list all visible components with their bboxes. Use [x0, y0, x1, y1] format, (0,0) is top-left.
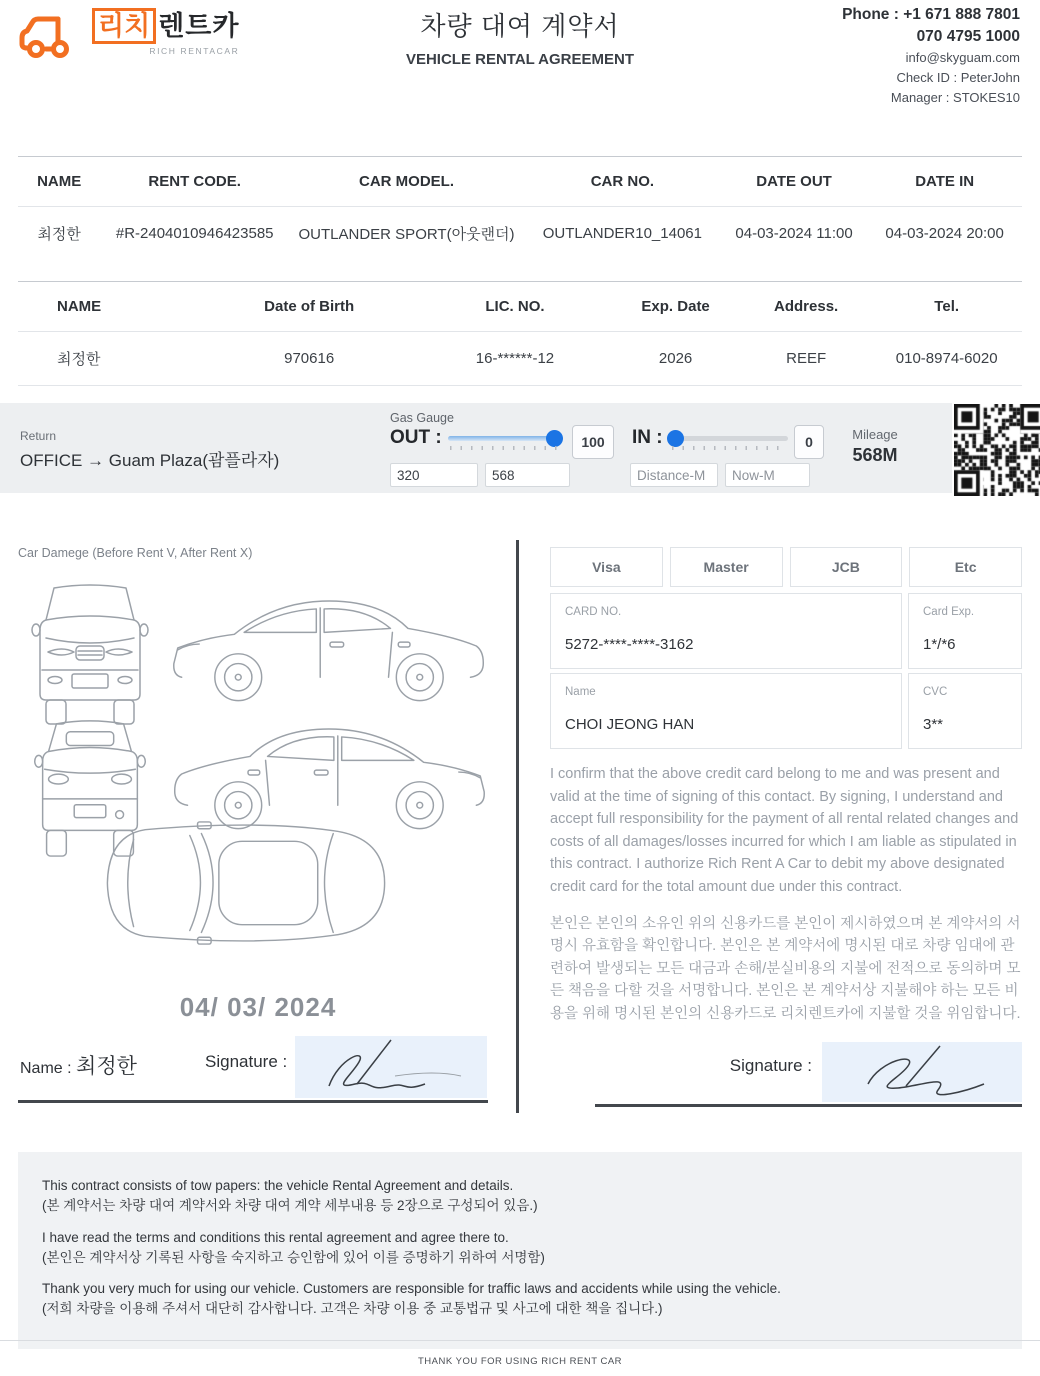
- card-cvc-label: CVC: [923, 686, 948, 698]
- date-out: 04-03-2024 11:00: [735, 225, 853, 242]
- card-exp-value: 1*/*6: [923, 636, 956, 653]
- card-type-selector: [550, 547, 1022, 587]
- card-name-cell: [550, 673, 902, 749]
- col-header-rent-code: RENT CODE.: [148, 173, 241, 190]
- odometer-out-input[interactable]: [390, 463, 478, 487]
- driver-lic-no: 16-******-12: [475, 350, 555, 367]
- gas-out-label: OUT :: [390, 427, 442, 448]
- logo-rich-text: 리치: [92, 8, 156, 44]
- col-header-tel: Tel.: [934, 298, 960, 315]
- col-header-date-in: DATE IN: [915, 173, 975, 190]
- card-exp-cell: [908, 593, 1022, 669]
- page-title-en: VEHICLE RENTAL AGREEMENT: [405, 51, 635, 68]
- car-model: OUTLANDER SPORT(아웃랜더): [298, 226, 515, 243]
- footer-divider: [0, 1340, 1040, 1341]
- driver-table-row: [18, 332, 1022, 385]
- gas-gauge-label: Gas Gauge: [390, 411, 454, 425]
- card-confirmation-en: I confirm that the above credit card belong to me and was present and valid at the time of signing of this contact. By signing, I understand and accept full responsibility for the payment of all rental related changes and costs of all damages/losses incurred for which I am liable as stipulated in this contract. I authorize Rich Rent A Car to debit my above designated credit card for the total amount due under this contract.: [550, 766, 1019, 896]
- col-header-driver-name: NAME: [57, 298, 102, 315]
- logo-subtitle: RICH RENTACAR: [149, 46, 240, 56]
- renter-signature-image: [295, 1036, 487, 1098]
- card-type-etc[interactable]: Etc: [909, 547, 1022, 587]
- signature-label: Signature :: [205, 1052, 288, 1071]
- term-item: [42, 1279, 998, 1320]
- card-type-visa[interactable]: Visa: [550, 547, 663, 587]
- return-route: OFFICE → Guam Plaza(괌플라자): [20, 451, 280, 470]
- term-en-3: Thank you very much for using our vehicle. Customers are responsible for traffic laws and accidents while using the vehicle.: [42, 1281, 781, 1296]
- status-bar: [0, 403, 952, 493]
- contact-phone-1: Phone : +1 671 888 7801: [842, 6, 1020, 23]
- mileage-label: Mileage: [852, 427, 898, 442]
- rent-code: #R-2404010946423585: [115, 225, 274, 242]
- card-details: [550, 593, 1022, 749]
- driver-name: 최정한: [57, 351, 101, 368]
- contact-info: [842, 4, 1020, 108]
- gas-out-slider-thumb[interactable]: [546, 430, 563, 447]
- driver-address: REEF: [786, 350, 827, 367]
- footer-text: THANK YOU FOR USING RICH RENT CAR: [417, 1356, 623, 1367]
- contact-manager: Manager : STOKES10: [890, 90, 1020, 105]
- gas-in-slider-thumb[interactable]: [667, 430, 684, 447]
- contact-email: info@skyguam.com: [905, 50, 1020, 65]
- renter-signature-pad[interactable]: [295, 1036, 487, 1098]
- col-header-car-model: CAR MODEL.: [359, 173, 455, 190]
- signing-date: 04/ 03/ 2024: [179, 992, 337, 1022]
- rental-table-row: [18, 207, 1022, 260]
- col-header-car-no: CAR NO.: [590, 173, 655, 190]
- gas-in-value[interactable]: 0: [794, 425, 824, 459]
- term-kr-2: (본인은 계약서상 기록된 사항을 숙지하고 승인함에 있어 이를 증명하기 위하여 서명함): [42, 1249, 545, 1265]
- gas-in-label: IN :: [632, 427, 663, 448]
- page-title-kr: 차량 대여 계약서: [420, 11, 620, 41]
- card-type-master[interactable]: Master: [670, 547, 783, 587]
- col-header-lic-no: LIC. NO.: [485, 298, 545, 315]
- driver-info-table: [18, 281, 1022, 386]
- gas-out-slider[interactable]: [448, 436, 560, 441]
- card-number-label: CARD NO.: [565, 606, 622, 618]
- slider-ticks: [450, 446, 558, 450]
- date-in: 04-03-2024 20:00: [885, 225, 1004, 242]
- car-front-view-diagram: [30, 578, 150, 728]
- col-header-exp-date: Exp. Date: [641, 298, 710, 315]
- card-type-jcb[interactable]: JCB: [790, 547, 903, 587]
- card-cvc-value: 3**: [923, 716, 944, 733]
- col-header-birth: Date of Birth: [264, 298, 355, 315]
- odometer-now-input[interactable]: [485, 463, 570, 487]
- contact-check-id: Check ID : PeterJohn: [896, 70, 1020, 85]
- car-damage-label: Car Damege (Before Rent V, After Rent X): [18, 546, 253, 560]
- name-value: 최정한: [76, 1055, 137, 1078]
- qr-code-image: [954, 404, 1040, 496]
- holder-signature-image: [822, 1042, 1022, 1102]
- term-kr-1: (본 계약서는 차량 대여 계약서와 차량 대여 계약 세부내용 등 2장으로 구성되어 있음.): [42, 1198, 538, 1214]
- card-name-value: CHOI JEONG HAN: [565, 716, 695, 733]
- terms-section: [18, 1152, 1022, 1349]
- card-confirmation-kr: 본인은 본인의 소유인 위의 신용카드를 본인이 제시하였으며 본 계약서의 서명시 유효함을 확인합니다. 본인은 본 계약서에 명시된 대로 차량 임대에 관련하여 발생되는 모든 대금과 손해/분실비용의 지불에 전적으로 동의하며 모든 책음을 다할 것을 서명합니다. 본인은 본 계약서상 지불해야 하는 모든 비용을 위해 명시된 본인의 신용카드로 리치렌트카에 지불할 것을 위임합니다.: [550, 915, 1021, 1023]
- col-header-address: Address.: [774, 298, 839, 315]
- contact-phone-2: 070 4795 1000: [916, 28, 1020, 45]
- card-name-label: Name: [565, 686, 596, 698]
- term-kr-3: (저희 차량을 이용해 주셔서 대단히 감사합니다. 고객은 차량 이용 중 교통법규 및 사고에 대한 책을 집니다.): [42, 1301, 663, 1317]
- card-number-cell: [550, 593, 902, 669]
- driver-tel: 010-8974-6020: [895, 350, 998, 367]
- mileage-value: 568M: [852, 445, 898, 465]
- name-label: Name :: [20, 1060, 72, 1077]
- distance-input[interactable]: [630, 463, 718, 487]
- now-mileage-input[interactable]: [725, 463, 810, 487]
- driver-table-header-row: [18, 282, 1022, 332]
- term-item: [42, 1228, 998, 1269]
- signature-label: Signature :: [729, 1055, 812, 1075]
- column-divider: [516, 540, 519, 1113]
- logo-rentcar-text: 렌트카: [158, 11, 240, 41]
- term-en-1: This contract consists of tow papers: the vehicle Rental Agreement and details.: [42, 1178, 514, 1193]
- car-no: OUTLANDER10_14061: [542, 225, 702, 242]
- term-en-2: I have read the terms and conditions this rental agreement and agree there to.: [42, 1229, 509, 1245]
- col-header-name: NAME: [37, 173, 82, 190]
- car-top-view-diagram: [100, 820, 392, 946]
- driver-birth: 970616: [284, 350, 335, 367]
- col-header-date-out: DATE OUT: [756, 173, 832, 190]
- card-cvc-cell: [908, 673, 1022, 749]
- term-item: [42, 1176, 998, 1217]
- card-number-value: 5272-****-****-3162: [565, 636, 694, 653]
- slider-ticks: [672, 446, 786, 450]
- holder-signature-line: [595, 1104, 1022, 1107]
- card-exp-label: Card Exp.: [923, 606, 975, 618]
- gas-out-value[interactable]: 100: [572, 425, 614, 459]
- return-label: Return: [20, 429, 57, 443]
- renter-name: 최정한: [37, 226, 81, 243]
- car-side-left-view-diagram: [168, 576, 490, 716]
- gas-in-slider[interactable]: [670, 436, 788, 441]
- renter-signature-line: [18, 1100, 488, 1103]
- driver-exp-date: 2026: [658, 350, 693, 367]
- rental-table-header-row: [18, 157, 1022, 207]
- rental-info-table: [18, 156, 1022, 260]
- holder-signature-pad[interactable]: [822, 1042, 1022, 1102]
